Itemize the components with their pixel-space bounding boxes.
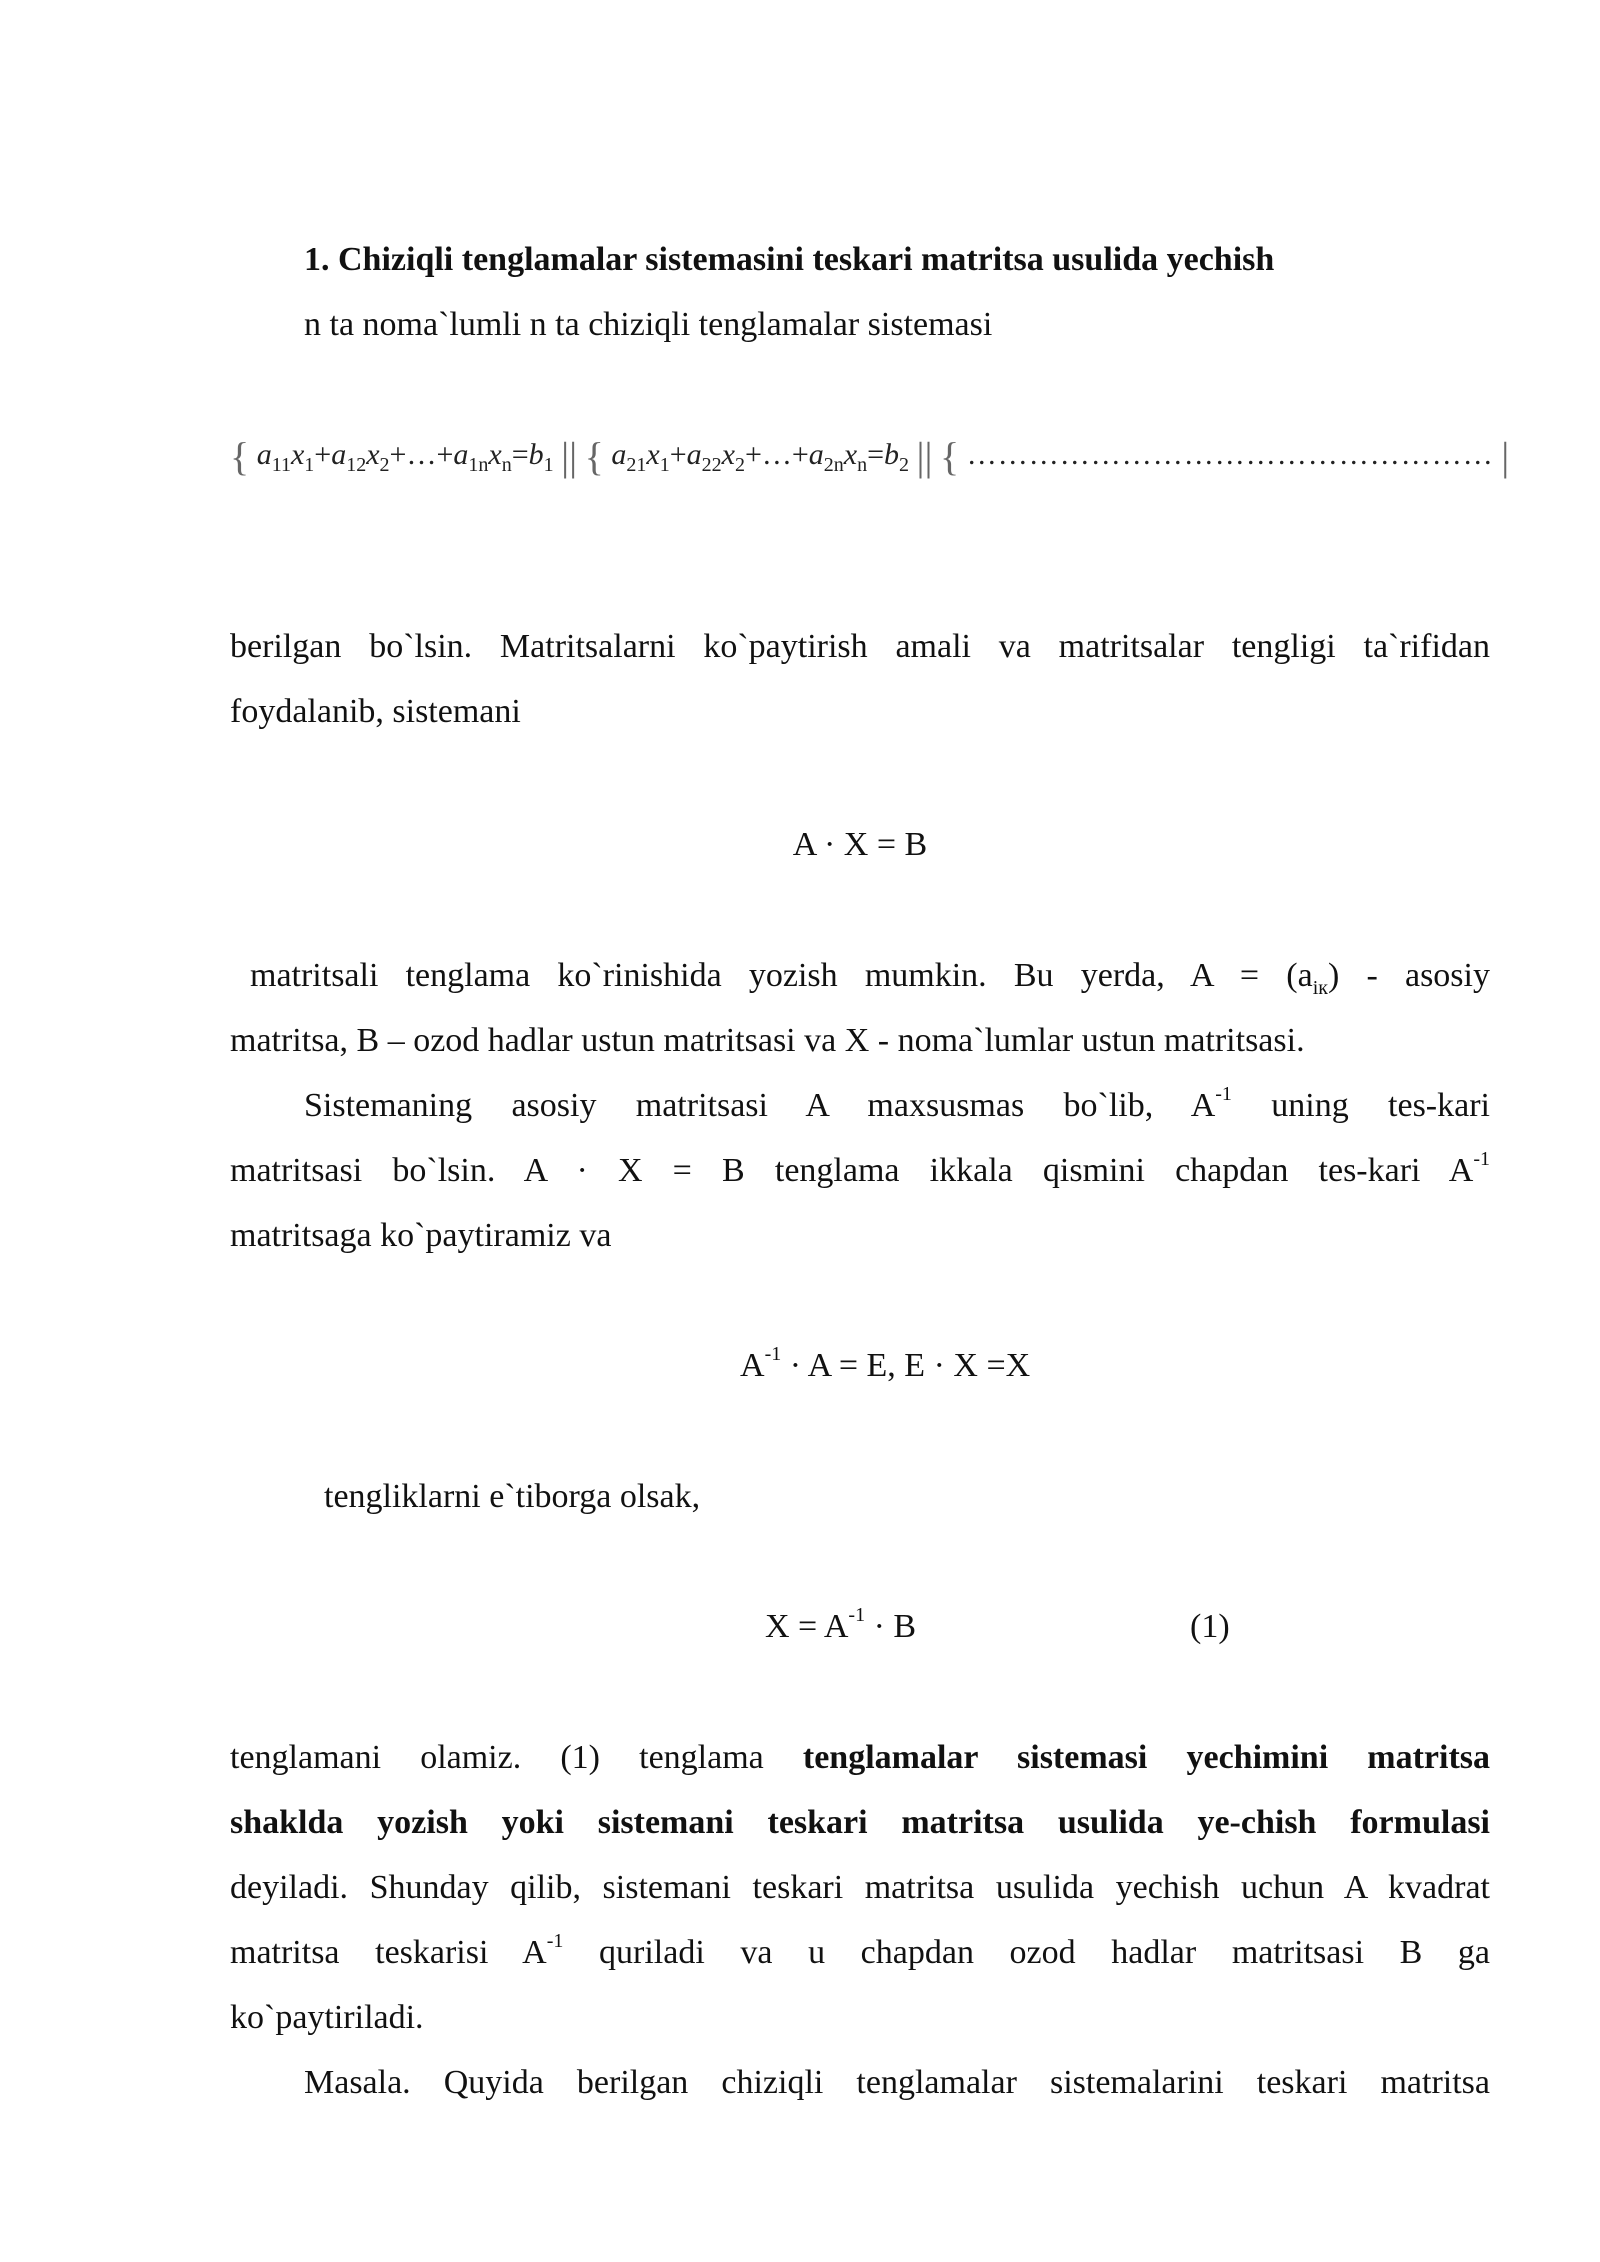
paragraph-3-line-2: matritsasi bo`lsin. A · X = B tenglama ikkala qismini chapdan tes-kari $A^{-1}$ (230, 1147, 1490, 1189)
bracket-open-3: { (940, 434, 960, 480)
equation-system (230, 432, 1550, 478)
formula-number: (1) (1190, 1608, 1230, 1645)
formula-inverse-identity: $A^{-1} \cdot A = E$, E · X =X (740, 1342, 1031, 1384)
bracket-open-2: { (584, 434, 604, 480)
equation-ellipsis: …………………………………………… (966, 438, 1494, 471)
paragraph-5-line-5: ko`paytiriladi. (230, 1999, 424, 2036)
bracket-close: | (1501, 434, 1510, 480)
bracket-separator-2: || (916, 434, 933, 480)
paragraph-3-line-1: Sistemaning asosiy matritsasi A maxsusmas bo`lib, $A^{-1}$ uning tes-kari (304, 1082, 1490, 1124)
paragraph-1-line-2: foydalanib, sistemani (230, 693, 521, 730)
equation-2: $a_{21}x_1+a_{22}x_2+\dots+a_{2n}x_n=b_2$ (611, 438, 910, 476)
paragraph-2-line-2: matritsa, B – ozod hadlar ustun matritsasi va X - noma`lumlar ustun matritsasi. (230, 1022, 1305, 1059)
paragraph-5-line-1: tenglamani olamiz. (1) tenglama tenglamalar sistemasi yechimini matritsa (230, 1739, 1491, 1776)
bracket-open: { (230, 434, 250, 480)
paragraph-5-line-2: shaklda yozish yoki sistemani teskari matritsa usulida ye-chish formulasi (230, 1804, 1490, 1841)
paragraph-5-line-3: deyiladi. Shunday qilib, sistemani teskari matritsa usulida yechish uchun A kvadrat (230, 1869, 1490, 1906)
bracket-separator: || (561, 434, 578, 480)
paragraph-6: Masala. Quyida berilgan chiziqli tenglamalar sistemalarini teskari matritsa (304, 2064, 1490, 2101)
equation-1: $a_{11}x_1+a_{12}x_2+\dots+a_{1n}x_n=b_1$ (256, 438, 554, 476)
paragraph-4: tengliklarni e`tiborga olsak, (324, 1478, 701, 1515)
intro-text: n ta noma`lumli n ta chiziqli tenglamalar sistemasi (304, 306, 993, 343)
paragraph-5-line-4: matritsa teskarisi $A^{-1}$ quriladi va u chapdan ozod hadlar matritsasi B ga (230, 1929, 1491, 1971)
paragraph-1-line-1: berilgan bo`lsin. Matritsalarni ko`paytirish amali va matritsalar tengligi ta`rifidan (230, 628, 1490, 665)
formula-solution: $X = A^{-1} \cdot B$ (765, 1603, 917, 1645)
paragraph-3-line-3: matritsaga ko`paytiramiz va (230, 1217, 612, 1254)
formula-ax-b: A · X = B (792, 826, 928, 863)
paragraph-2-line-1: matritsali tenglama ko`rinishida yozish mumkin. Bu yerda, $A = (a_{iк})$ - asosiy (250, 957, 1490, 999)
section-heading: 1. Chiziqli tenglamalar sistemasini teskari matritsa usulida yechish (304, 241, 1275, 278)
